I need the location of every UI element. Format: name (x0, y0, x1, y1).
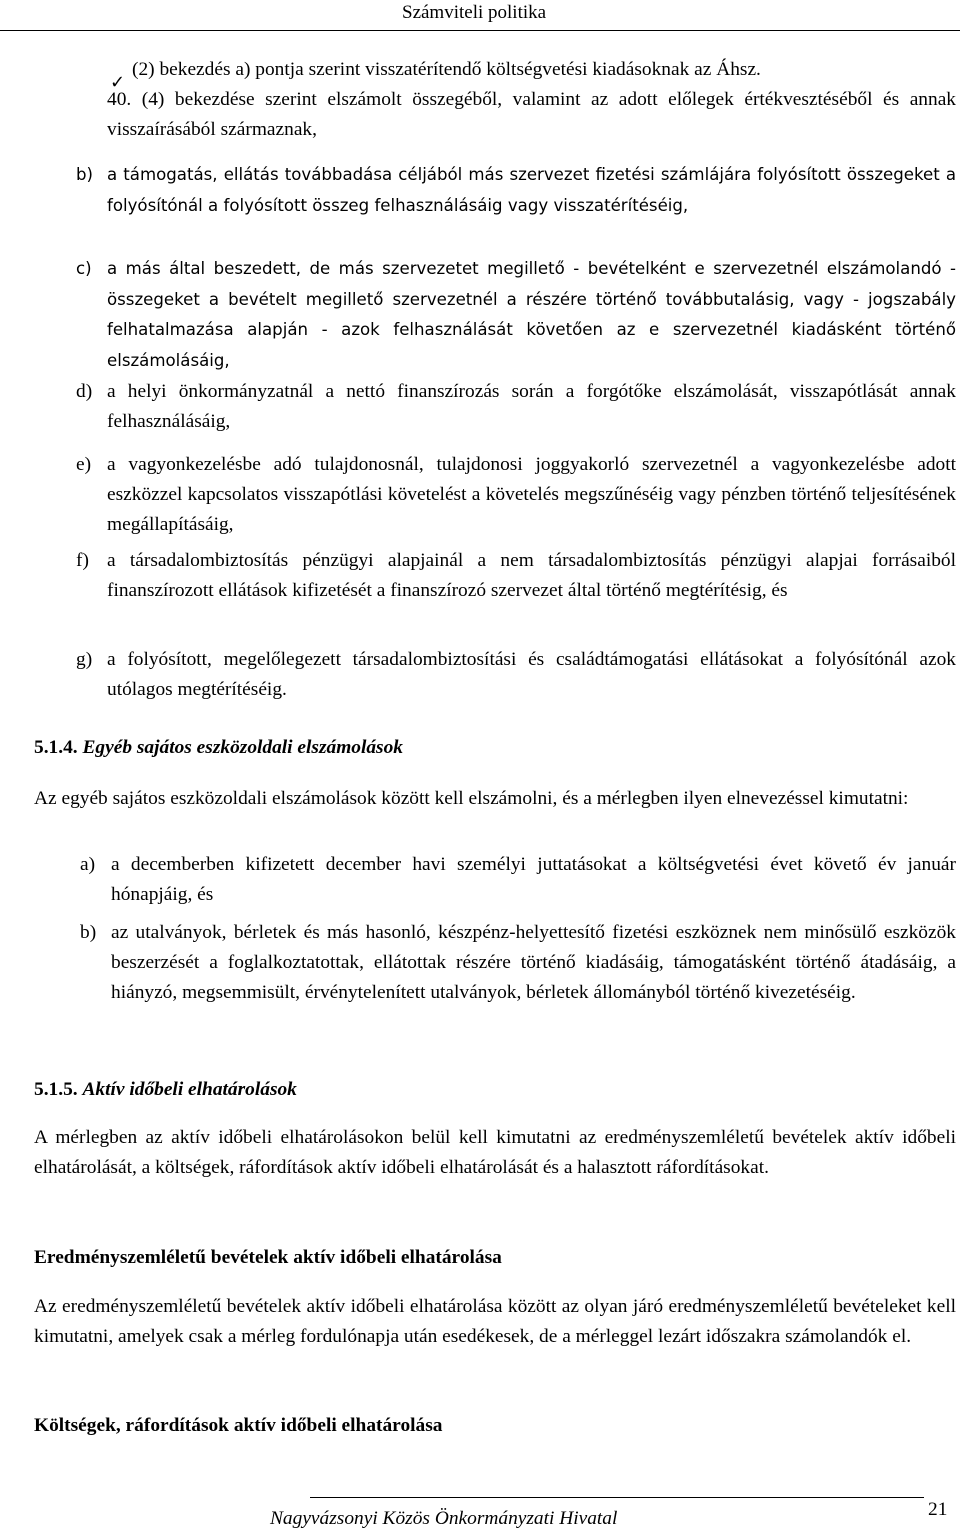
footer-rule (310, 1497, 924, 1498)
section-515-intro (34, 1123, 956, 1183)
list-item-g (76, 645, 956, 705)
section-intro: A mérlegben az aktív időbeli elhatárolásokon belül kell kimutatni az eredményszemléletű bevételek aktív időbeli elhatárolását, a költségek, ráfordítások aktív időbeli elhatárolását és a halasztott ráfordításokat. (34, 1127, 956, 1178)
section-number: 5.1.5. (34, 1079, 78, 1100)
item-label: c) (76, 259, 92, 278)
item-label: f) (76, 550, 89, 571)
section-title: Aktív időbeli elhatárolások (82, 1079, 297, 1100)
section-514-list-b (80, 918, 956, 1008)
item-label: a) (80, 854, 96, 875)
item-label: e) (76, 454, 92, 475)
item-text: a támogatás, ellátás továbbadása céljából más szervezet fizetési számlájára folyósított összegeket a folyósítónál a folyósított összeg felhasználásáig vagy visszatérítéséig, (107, 165, 956, 215)
list-e (76, 450, 956, 540)
list-item-b (76, 160, 956, 221)
subsection-1-text (34, 1292, 956, 1352)
item-text: az utalványok, bérletek és más hasonló, készpénz-helyettesítő fizetési eszköznek nem minősülő eszközök beszerzését a foglalkoztatottak, ellátottak részére történő kiadásáig, támogatásként történő átadásáig, a hiányzó, megsemmisült, érvénytelenített utalványok, bérletek állományból történő kivezetéséig. (111, 922, 956, 1003)
intro-line-1: (2) bekezdés a) pontja szerint visszatérítendő költségvetési kiadásoknak az Áhsz. (132, 59, 761, 80)
section-intro: Az egyéb sajátos eszközoldali elszámolások között kell elszámolni, és a mérlegben ilyen elnevezéssel kimutatni: (34, 788, 909, 809)
list-item-e (76, 450, 956, 540)
list-g (76, 645, 956, 705)
header-title: Számviteli politika (402, 2, 547, 23)
item-label: d) (76, 381, 93, 402)
subsection-2-title (34, 1411, 956, 1441)
list-item-a (80, 850, 956, 910)
list-item-f (76, 546, 956, 606)
section-514-list (80, 850, 956, 910)
subsection-title: Költségek, ráfordítások aktív időbeli elhatárolása (34, 1415, 443, 1436)
item-label: b) (80, 922, 97, 943)
intro-line-2: 40. (4) bekezdése szerint elszámolt összegéből, valamint az adott előlegek értékvesztéséből és annak visszaírásából származnak, (107, 89, 956, 140)
section-title: Egyéb sajátos eszközoldali elszámolások (82, 737, 403, 758)
list-f (76, 546, 956, 606)
item-text: a helyi önkormányzatnál a nettó finanszírozás során a forgótőke elszámolását, visszapótlását annak felhasználásáig, (107, 381, 956, 432)
subsection-1-title (34, 1243, 956, 1273)
list-c (76, 254, 956, 376)
list-item-d (76, 377, 956, 437)
section-515-heading (34, 1075, 956, 1105)
item-label: g) (76, 649, 93, 670)
item-text: a társadalombiztosítás pénzügyi alapjainál a nem társadalombiztosítás pénzügyi alapjai forrásaiból finanszírozott ellátások kifizetését a finanszírozó szervezet által történő megtérítésig, és (107, 550, 956, 601)
subsection-text: Az eredményszemléletű bevételek aktív időbeli elhatárolása között az olyan járó eredményszemléletű bevételeket kell kimutatni, amelyek csak a mérleg fordulónapja után esedékesek, de a mérleggel lezárt időszakra számolandók el. (34, 1296, 956, 1347)
item-label: b) (76, 165, 94, 184)
item-text: a vagyonkezelésbe adó tulajdonosnál, tulajdonosi joggyakorló szervezetnél a vagyonkezelésbe adott eszközzel kapcsolatos visszapótlási követelést a követelés megszűnéséig vagy pénzben történő teljesítésének megállapításáig, (107, 454, 956, 535)
list-item-b2 (80, 918, 956, 1008)
item-text: a decemberben kifizetett december havi személyi juttatásokat a költségvetési évet követő év január hónapjáig, és (111, 854, 956, 905)
section-514-heading (34, 733, 956, 763)
subsection-title: Eredményszemléletű bevételek aktív időbeli elhatárolása (34, 1247, 502, 1268)
section-number: 5.1.4. (34, 737, 78, 758)
list-item-c (76, 254, 956, 376)
intro-block (76, 55, 956, 145)
list-d (76, 377, 956, 437)
page-number: 21 (928, 1499, 948, 1520)
item-text: a folyósított, megelőlegezett társadalombiztosítási és családtámogatási ellátásokat a folyósítónál azok utólagos megtérítéséig. (107, 649, 956, 700)
section-514-intro (34, 784, 956, 814)
item-text: a más által beszedett, de más szervezetet megillető - bevételként e szervezetnél elszámolandó - összegeket a bevételt megillető szervezetnél a részére történő továbbutalásig, vagy - jogszabály felhatalmazása alapján - azok felhasználását követően az e szervezetnél kiadásként történő elszámolásáig, (107, 259, 956, 370)
page-header (0, 0, 960, 31)
checkmark-icon: ✓ (110, 72, 126, 93)
list-b (76, 160, 956, 221)
footer-org: Nagyvázsonyi Közös Önkormányzati Hivatal (270, 1508, 618, 1529)
